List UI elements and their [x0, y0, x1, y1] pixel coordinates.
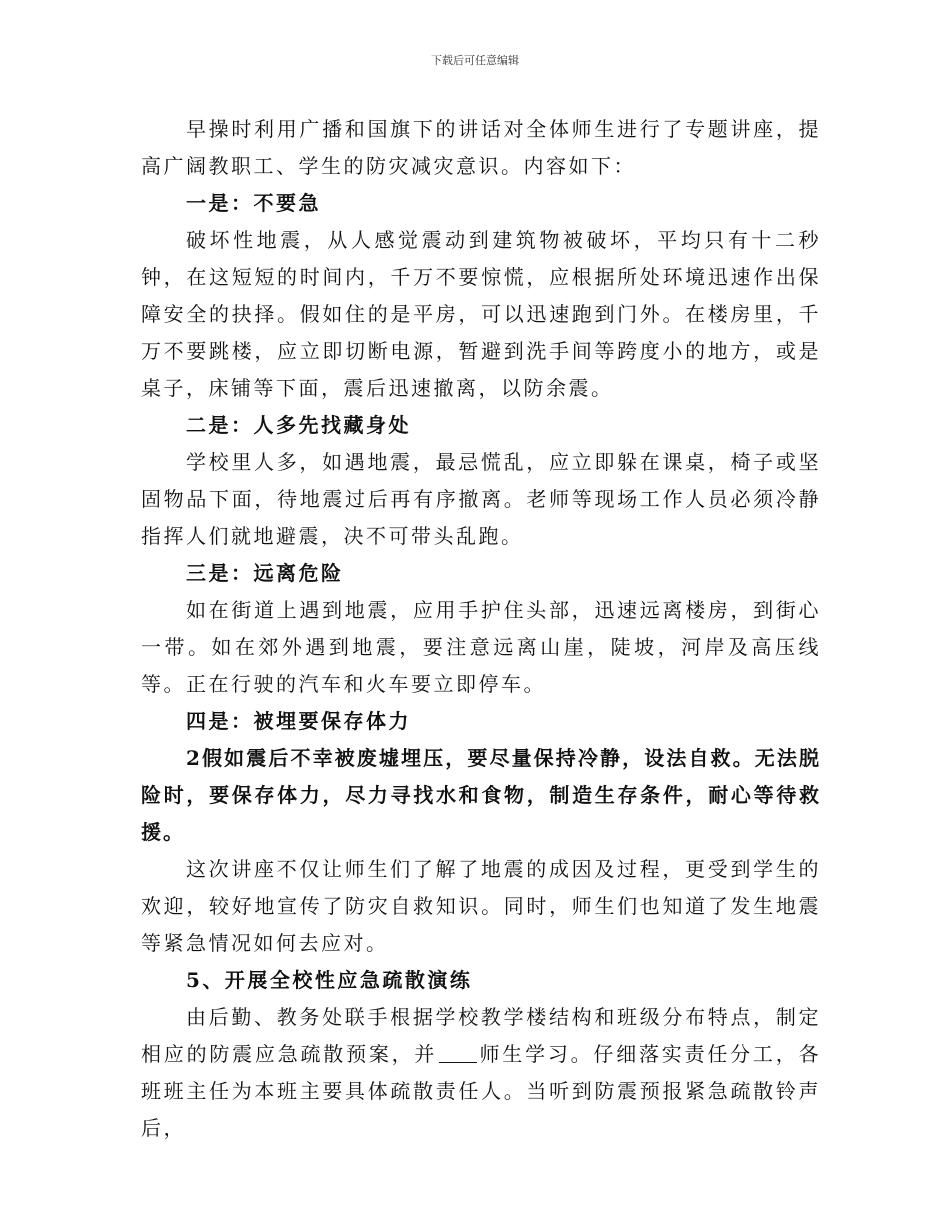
section-heading-4: 四是：被埋要保存体力 [186, 709, 411, 733]
paragraph-3: 如在街道上遇到地震，应用手护住头部，迅速远离楼房，到街心一带。如在郊外遇到地震，要注意远离山崖，陡坡，河岸及高压线等。正在行驶的汽车和火车要立即停车。 [141, 598, 821, 696]
section-heading-3: 三是：远离危险 [186, 561, 344, 585]
section-heading-2: 二是：人多先找藏身处 [186, 413, 411, 437]
paragraph-5-part-b: 师生学习。仔细落实责任分工，各班班主任为本班主要具体疏散责任人。当听到防震预报紧急疏散铃声后， [141, 1042, 822, 1140]
paragraph-2: 学校里人多，如遇地震，最忌慌乱，应立即躲在课桌，椅子或坚固物品下面，待地震过后再有序撤离。老师等现场工作人员必须冷静指挥人们就地避震，决不可带头乱跑。 [141, 450, 821, 548]
bold-paragraph: 2假如震后不幸被废墟埋压，要尽量保持冷静，设法自救。无法脱险时，要保存体力，尽力寻找水和食物，制造生存条件，耐心等待救援。 [141, 746, 821, 844]
document-body [141, 111, 821, 1147]
paragraph-5-part-a: 由后勤、教务处联手根据学校教学楼结构和班级分布特点，制定相应的防震应急疏散预案，并 [141, 1005, 821, 1066]
paragraph-4: 这次讲座不仅让师生们了解了地震的成因及过程，更受到学生的欢迎，较好地宣传了防灾自救知识。同时，师生们也知道了发生地震等紧急情况如何去应对。 [141, 857, 821, 955]
paragraph-1: 破坏性地震，从人感觉震动到建筑物被破坏，平均只有十二秒钟，在这短短的时间内，千万不要惊慌，应根据所处环境迅速作出保障安全的抉择。假如住的是平房，可以迅速跑到门外。在楼房里，千万不要跳楼，应立即切断电源，暂避到洗手间等跨度小的地方，或是桌子，床铺等下面，震后迅速撤离，以防余震。 [141, 228, 821, 400]
section-heading-1: 一是：不要急 [186, 191, 321, 215]
page-header: 下载后可任意编辑 [431, 54, 519, 67]
paragraph-5 [141, 999, 821, 1147]
intro-paragraph: 早操时利用广播和国旗下的讲话对全体师生进行了专题讲座，提高广阔教职工、学生的防灾减灾意识。内容如下： [141, 117, 821, 178]
blank-underline [439, 1044, 477, 1063]
section-heading-5: 5、开展全校性应急疏散演练 [186, 968, 473, 992]
